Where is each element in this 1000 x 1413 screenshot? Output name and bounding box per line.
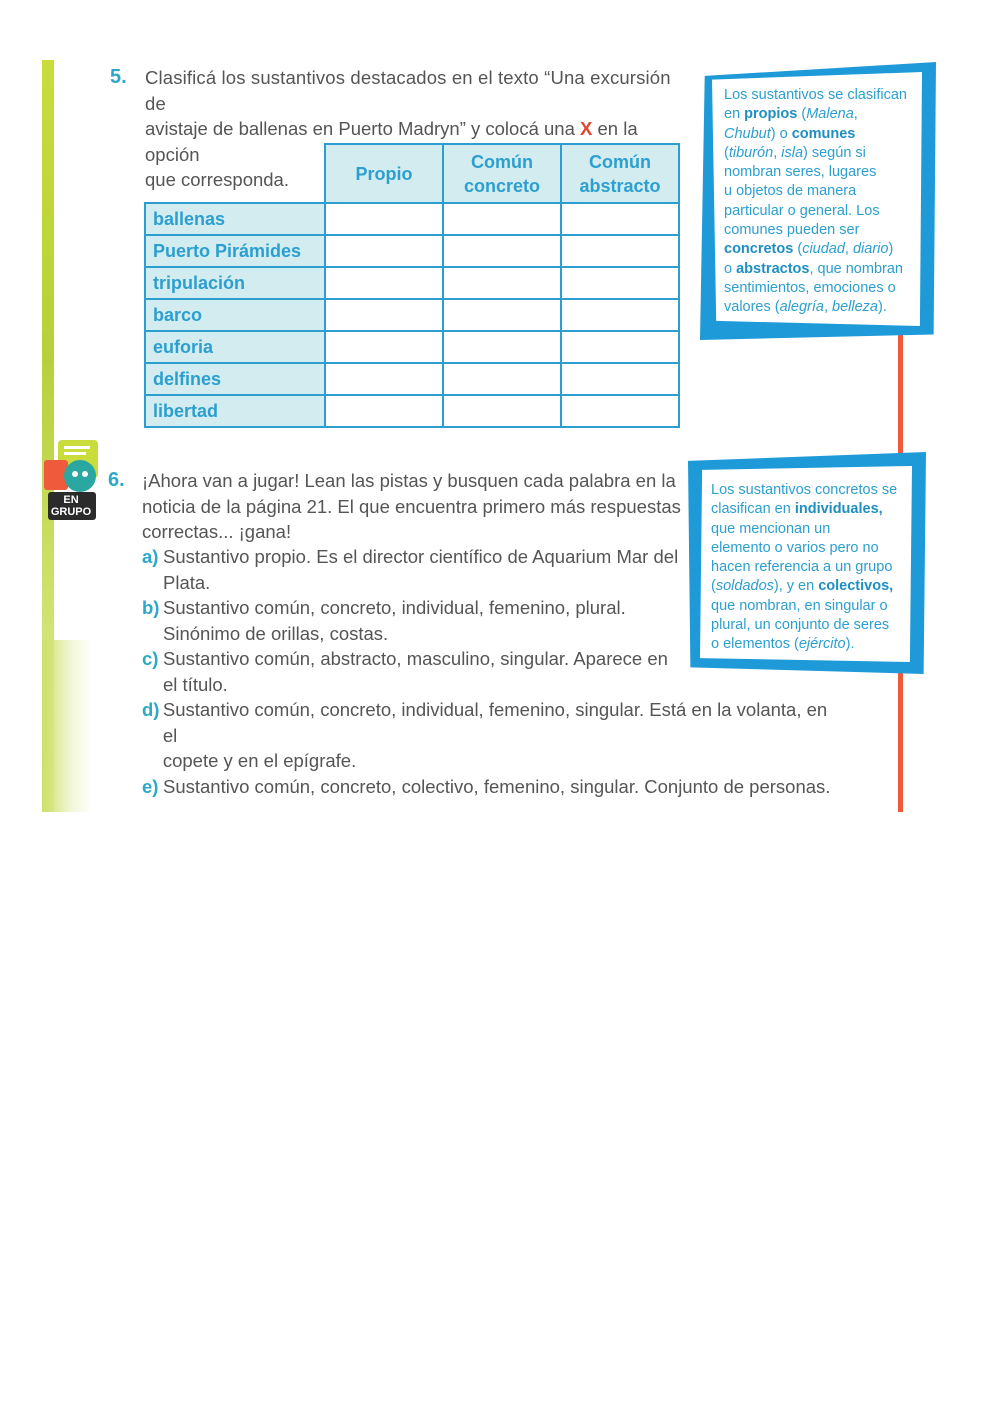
cell-euforia-propio[interactable] xyxy=(325,331,443,363)
header-comun-concreto xyxy=(443,144,561,203)
row-label-delfines: delfines xyxy=(145,363,325,395)
note-1-line: sentimientos, emociones o xyxy=(724,279,896,296)
note-1-fragment: ) o xyxy=(770,125,788,142)
cell-tripulacion-comun-abstracto[interactable] xyxy=(561,267,679,299)
header-comun-concreto-line-1: Común xyxy=(471,151,533,172)
note-1-fragment: ( xyxy=(797,241,803,258)
item-line: Sustantivo común, concreto, individual, femenino, plural. xyxy=(163,597,626,618)
green-margin-flare xyxy=(42,640,92,812)
note-2-line: plural, un conjunto de seres xyxy=(711,617,890,634)
question-6-intro-line: ¡Ahora van a jugar! Lean las pistas y busquen cada palabra en la xyxy=(142,470,676,491)
row-label-libertad: libertad xyxy=(145,395,325,427)
note-1-line: comunes pueden ser xyxy=(724,222,860,239)
note-1-line xyxy=(724,144,924,163)
note-1-fragment: , xyxy=(844,241,849,258)
note-1-example: Malena xyxy=(806,106,854,123)
badge-line xyxy=(64,446,90,449)
question-6-intro-line: noticia de la página 21. El que encuentra primero más respuestas xyxy=(142,495,681,517)
note-1-fragment: , que nombran xyxy=(809,260,903,277)
note-1-term-abstractos: abstractos xyxy=(736,260,810,277)
item-line: Sustantivo común, concreto, individual, femenino, singular. Está en la volanta, en el xyxy=(162,699,828,746)
note-2-line: elemento o varios pero no xyxy=(711,539,879,556)
item-text xyxy=(163,697,842,774)
note-2-fragment: clasifican en xyxy=(711,501,791,518)
note-2-line xyxy=(711,500,907,519)
note-2-rod xyxy=(898,660,903,812)
item-text xyxy=(163,544,678,595)
note-1-fragment: ( xyxy=(724,144,729,161)
cell-delfines-propio[interactable] xyxy=(325,363,443,395)
note-1-example: isla xyxy=(781,144,804,161)
item-line: Sustantivo propio. Es el director científico de Aquarium Mar del xyxy=(163,546,679,567)
header-comun-concreto-line-2: concreto xyxy=(463,175,541,196)
table-row xyxy=(145,203,679,235)
row-label-euforia: euforia xyxy=(145,331,325,363)
item-text xyxy=(163,646,668,697)
question-5-line-2-end: en la opción xyxy=(145,118,638,165)
note-1-fragment: , xyxy=(853,106,858,123)
header-propio xyxy=(325,144,443,203)
note-2-fragment: ), y en xyxy=(773,578,815,595)
cell-puerto-piramides-comun-concreto[interactable] xyxy=(443,235,561,267)
item-line: Sinónimo de orillas, costas. xyxy=(163,622,389,644)
item-label-a: a) xyxy=(142,546,159,567)
note-1-example: belleza xyxy=(832,299,878,316)
note-2-line xyxy=(711,577,907,596)
item-label-b: b) xyxy=(142,597,160,618)
item-line: Sustantivo común, concreto, colectivo, femenino, singular. Conjunto de personas. xyxy=(163,775,831,797)
item-label-c: c) xyxy=(142,648,159,669)
badge-line xyxy=(64,452,86,455)
cell-delfines-comun-abstracto[interactable] xyxy=(561,363,679,395)
table-row xyxy=(145,331,679,363)
item-line: Plata. xyxy=(163,571,211,593)
cell-ballenas-propio[interactable] xyxy=(325,203,443,235)
question-6-number: 6. xyxy=(108,469,125,491)
table-row xyxy=(145,363,679,395)
cell-libertad-comun-concreto[interactable] xyxy=(443,395,561,427)
classification-table xyxy=(144,143,680,428)
question-5-number: 5. xyxy=(110,66,127,88)
header-comun-abstracto xyxy=(561,144,679,203)
note-1-example: diario xyxy=(852,241,889,258)
note-1-fragment: , xyxy=(773,144,778,161)
note-1-line xyxy=(724,240,924,259)
note-1-rod xyxy=(898,330,903,460)
question-5-line-2-text: avistaje de ballenas en Puerto Madryn” y colocá una xyxy=(145,118,575,139)
note-1-line xyxy=(724,105,924,124)
note-2-example: ejército xyxy=(798,636,846,653)
note-1-example: alegría xyxy=(779,299,824,316)
note-2-term-individuales: individuales, xyxy=(794,501,883,518)
note-2-line: hacen referencia a un grupo xyxy=(711,559,893,576)
cell-delfines-comun-concreto[interactable] xyxy=(443,363,561,395)
note-1-line: u objetos de manera xyxy=(724,183,857,200)
note-2-fragment: o elementos ( xyxy=(711,636,799,653)
note-1-example: Chubut xyxy=(724,125,771,142)
item-line: el título. xyxy=(163,673,228,695)
cell-tripulacion-comun-concreto[interactable] xyxy=(443,267,561,299)
note-2-line xyxy=(711,635,907,654)
note-1-line xyxy=(724,298,924,317)
cell-barco-propio[interactable] xyxy=(325,299,443,331)
header-propio-label: Propio xyxy=(355,163,413,184)
cell-puerto-piramides-propio[interactable] xyxy=(325,235,443,267)
note-2-line: que mencionan un xyxy=(711,520,831,537)
note-2-fragment: ). xyxy=(845,636,855,653)
header-comun-abstracto-line-1: Común xyxy=(589,151,651,172)
note-1-fragment: , xyxy=(823,299,828,316)
cell-barco-comun-abstracto[interactable] xyxy=(561,299,679,331)
item-line: copete y en el epígrafe. xyxy=(162,750,357,771)
table-row xyxy=(145,267,679,299)
item-line: Sustantivo común, abstracto, masculino, singular. Aparece en xyxy=(163,648,668,669)
question-5-line-3: que corresponda. xyxy=(145,169,289,190)
row-label-tripulacion: tripulación xyxy=(145,267,325,299)
cell-euforia-comun-concreto[interactable] xyxy=(443,331,561,363)
badge-eye xyxy=(82,471,88,477)
cell-tripulacion-propio[interactable] xyxy=(325,267,443,299)
note-1-fragment: o xyxy=(724,260,733,277)
list-item xyxy=(142,697,842,774)
note-2-line: Los sustantivos concretos se xyxy=(711,482,898,498)
list-item xyxy=(142,774,842,800)
cell-ballenas-comun-abstracto[interactable] xyxy=(561,203,679,235)
cell-barco-comun-concreto[interactable] xyxy=(443,299,561,331)
row-label-barco: barco xyxy=(145,299,325,331)
question-5-line-1: Clasificá los sustantivos destacados en el texto “Una excursión de xyxy=(145,67,671,114)
note-1-line: particular o general. Los xyxy=(724,202,880,219)
note-1-fragment: ). xyxy=(877,299,887,316)
badge-eye xyxy=(72,471,78,477)
note-1-term-concretos: concretos xyxy=(724,241,794,258)
item-text xyxy=(163,774,830,800)
note-1-example: ciudad xyxy=(802,241,845,258)
table-row xyxy=(145,395,679,427)
note-1-fragment: ( xyxy=(801,106,807,123)
item-label-d: d) xyxy=(142,699,160,720)
cell-ballenas-comun-concreto[interactable] xyxy=(443,203,561,235)
note-1-fragment: en xyxy=(724,106,741,123)
table-corner xyxy=(145,144,325,203)
note-1-line: Los sustantivos se clasifican xyxy=(724,87,907,103)
note-2-example: soldados xyxy=(715,578,774,595)
table-header-row xyxy=(145,144,679,203)
question-6-intro-line: correctas... ¡gana! xyxy=(142,521,292,542)
item-text xyxy=(163,595,626,646)
note-1-line xyxy=(724,125,924,144)
table-row xyxy=(145,235,679,267)
row-label-ballenas: ballenas xyxy=(145,203,325,235)
badge-face-icon xyxy=(64,460,96,492)
note-1-line xyxy=(724,260,924,279)
header-comun-abstracto-line-2: abstracto xyxy=(579,175,661,196)
cell-euforia-comun-abstracto[interactable] xyxy=(561,331,679,363)
note-2-term-colectivos: colectivos, xyxy=(818,578,894,595)
note-1-text xyxy=(724,86,924,318)
note-1-fragment: ) xyxy=(888,241,894,258)
item-label-e: e) xyxy=(142,775,159,797)
cell-libertad-comun-abstracto[interactable] xyxy=(561,395,679,427)
question-6-intro xyxy=(142,468,682,545)
cell-puerto-piramides-comun-abstracto[interactable] xyxy=(561,235,679,267)
table-row xyxy=(145,299,679,331)
row-label-puerto-piramides: Puerto Pirámides xyxy=(145,235,325,267)
cell-libertad-propio[interactable] xyxy=(325,395,443,427)
note-1-line: nombran seres, lugares xyxy=(724,164,877,181)
badge-label: EN GRUPO xyxy=(50,494,92,518)
note-1-term-comunes: comunes xyxy=(791,125,856,142)
note-1-fragment: valores ( xyxy=(724,299,780,316)
note-1-term-propios: propios xyxy=(744,106,798,123)
x-mark: X xyxy=(580,118,593,139)
note-1-fragment: ) según si xyxy=(803,144,866,161)
note-2-fragment: ( xyxy=(711,578,716,595)
note-1-example: tiburón xyxy=(728,144,774,161)
note-2-line: que nombran, en singular o xyxy=(711,597,888,614)
note-2-text xyxy=(711,481,907,655)
